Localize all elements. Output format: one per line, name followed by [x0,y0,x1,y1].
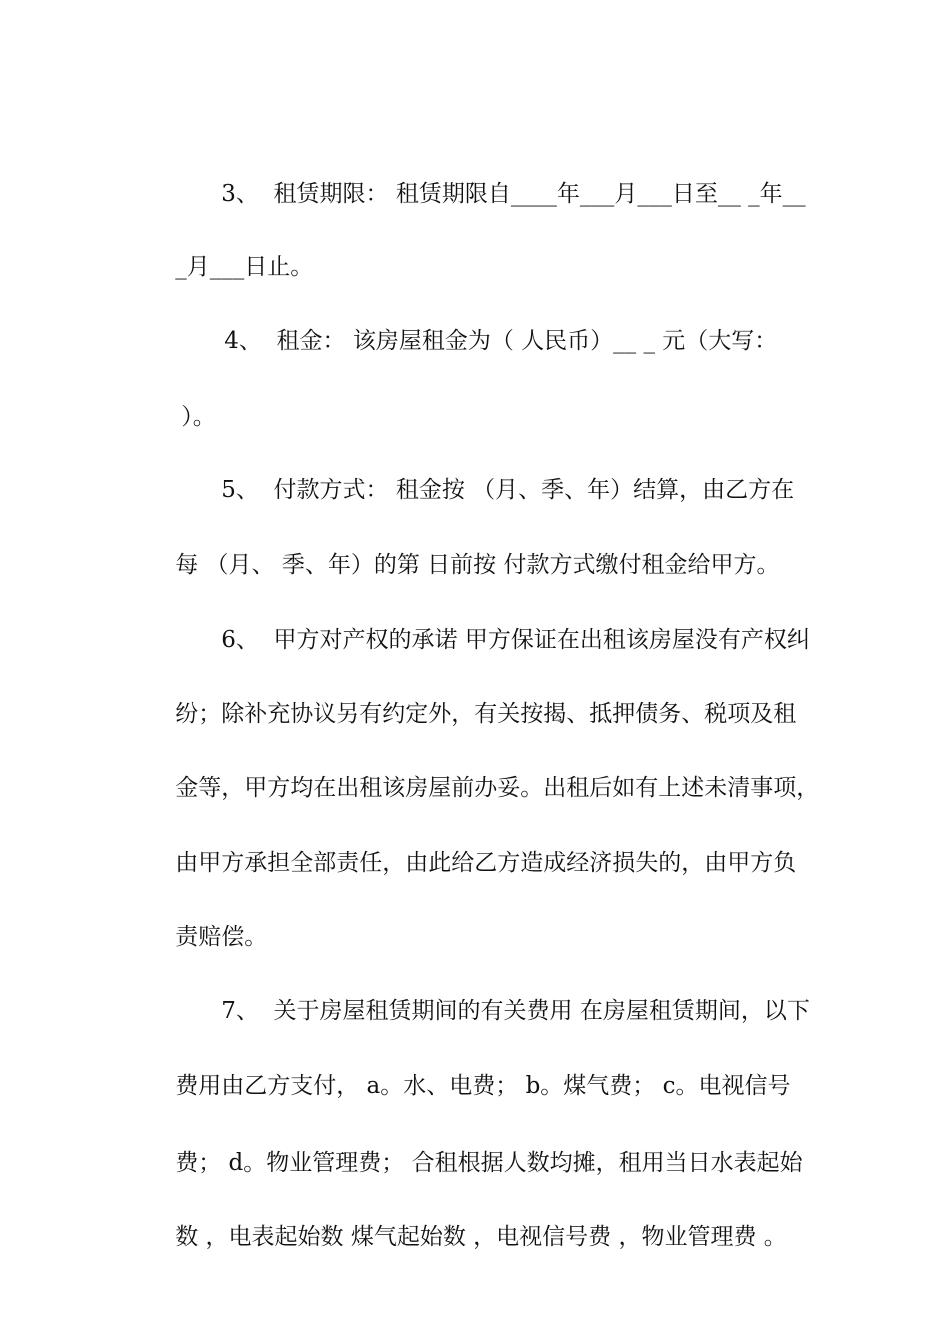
clause-5-line-2 [0,505,950,578]
text-line: ）。 [181,404,216,430]
text-line: _月___日止。 [175,254,314,280]
clause-6-line-4 [0,803,950,876]
clause-7-line-2 [0,1026,950,1099]
text-line: 费； d。物业管理费； 合租根据人数均摊，租用当日水表起始 [175,1150,803,1176]
text-line: 6、 甲方对产权的承诺 甲方保证在出租该房屋没有产权纠 [221,627,810,653]
text-line: 费用由乙方支付， a。水、电费； b。煤气费； c。电视信号 [175,1073,791,1099]
clause-6-line-3 [0,728,950,801]
text-line: 每 （月、 季、年）的第 日前按 付款方式缴付租金给甲方。 [175,552,780,578]
text-line: 金等，甲方均在出租该房屋前办妥。出租后如有上述未清事项， [175,775,820,801]
text-line: 数 ，电表起始数 煤气起始数 ，电视信号费 ，物业管理费 。 [175,1224,787,1250]
text-line: 7、 关于房屋租赁期间的有关费用 在房屋租赁期间，以下 [221,998,810,1024]
clause-6-line-1 [0,580,950,653]
text-line: 4、 租金： 该房屋租金为（ 人民币）__ _ 元（大写： [224,328,778,354]
clause-5-line-1 [0,430,950,503]
clause-6-line-2 [0,654,950,727]
clause-4-line-2 [0,357,950,430]
clause-3-line-2 [0,207,950,280]
clause-6-line-5 [0,877,950,950]
clause-7-line-3 [0,1103,950,1176]
clause-7-line-4 [0,1177,950,1250]
clause-7-line-1 [0,951,950,1024]
text-line: 由甲方承担全部责任，由此给乙方造成经济损失的，由甲方负 [175,850,797,876]
clause-3-line-1 [0,134,950,207]
text-line: 纷；除补充协议另有约定外，有关按揭、抵押债务、税项及租 [175,701,797,727]
text-line: 5、 付款方式： 租金按 （月、季、年）结算，由乙方在 [221,477,795,503]
text-line: 3、 租赁期限： 租赁期限自____年___月___日至__ _年__ [221,181,806,207]
text-line: 责赔偿。 [175,924,268,950]
clause-4-line-1 [0,281,950,354]
